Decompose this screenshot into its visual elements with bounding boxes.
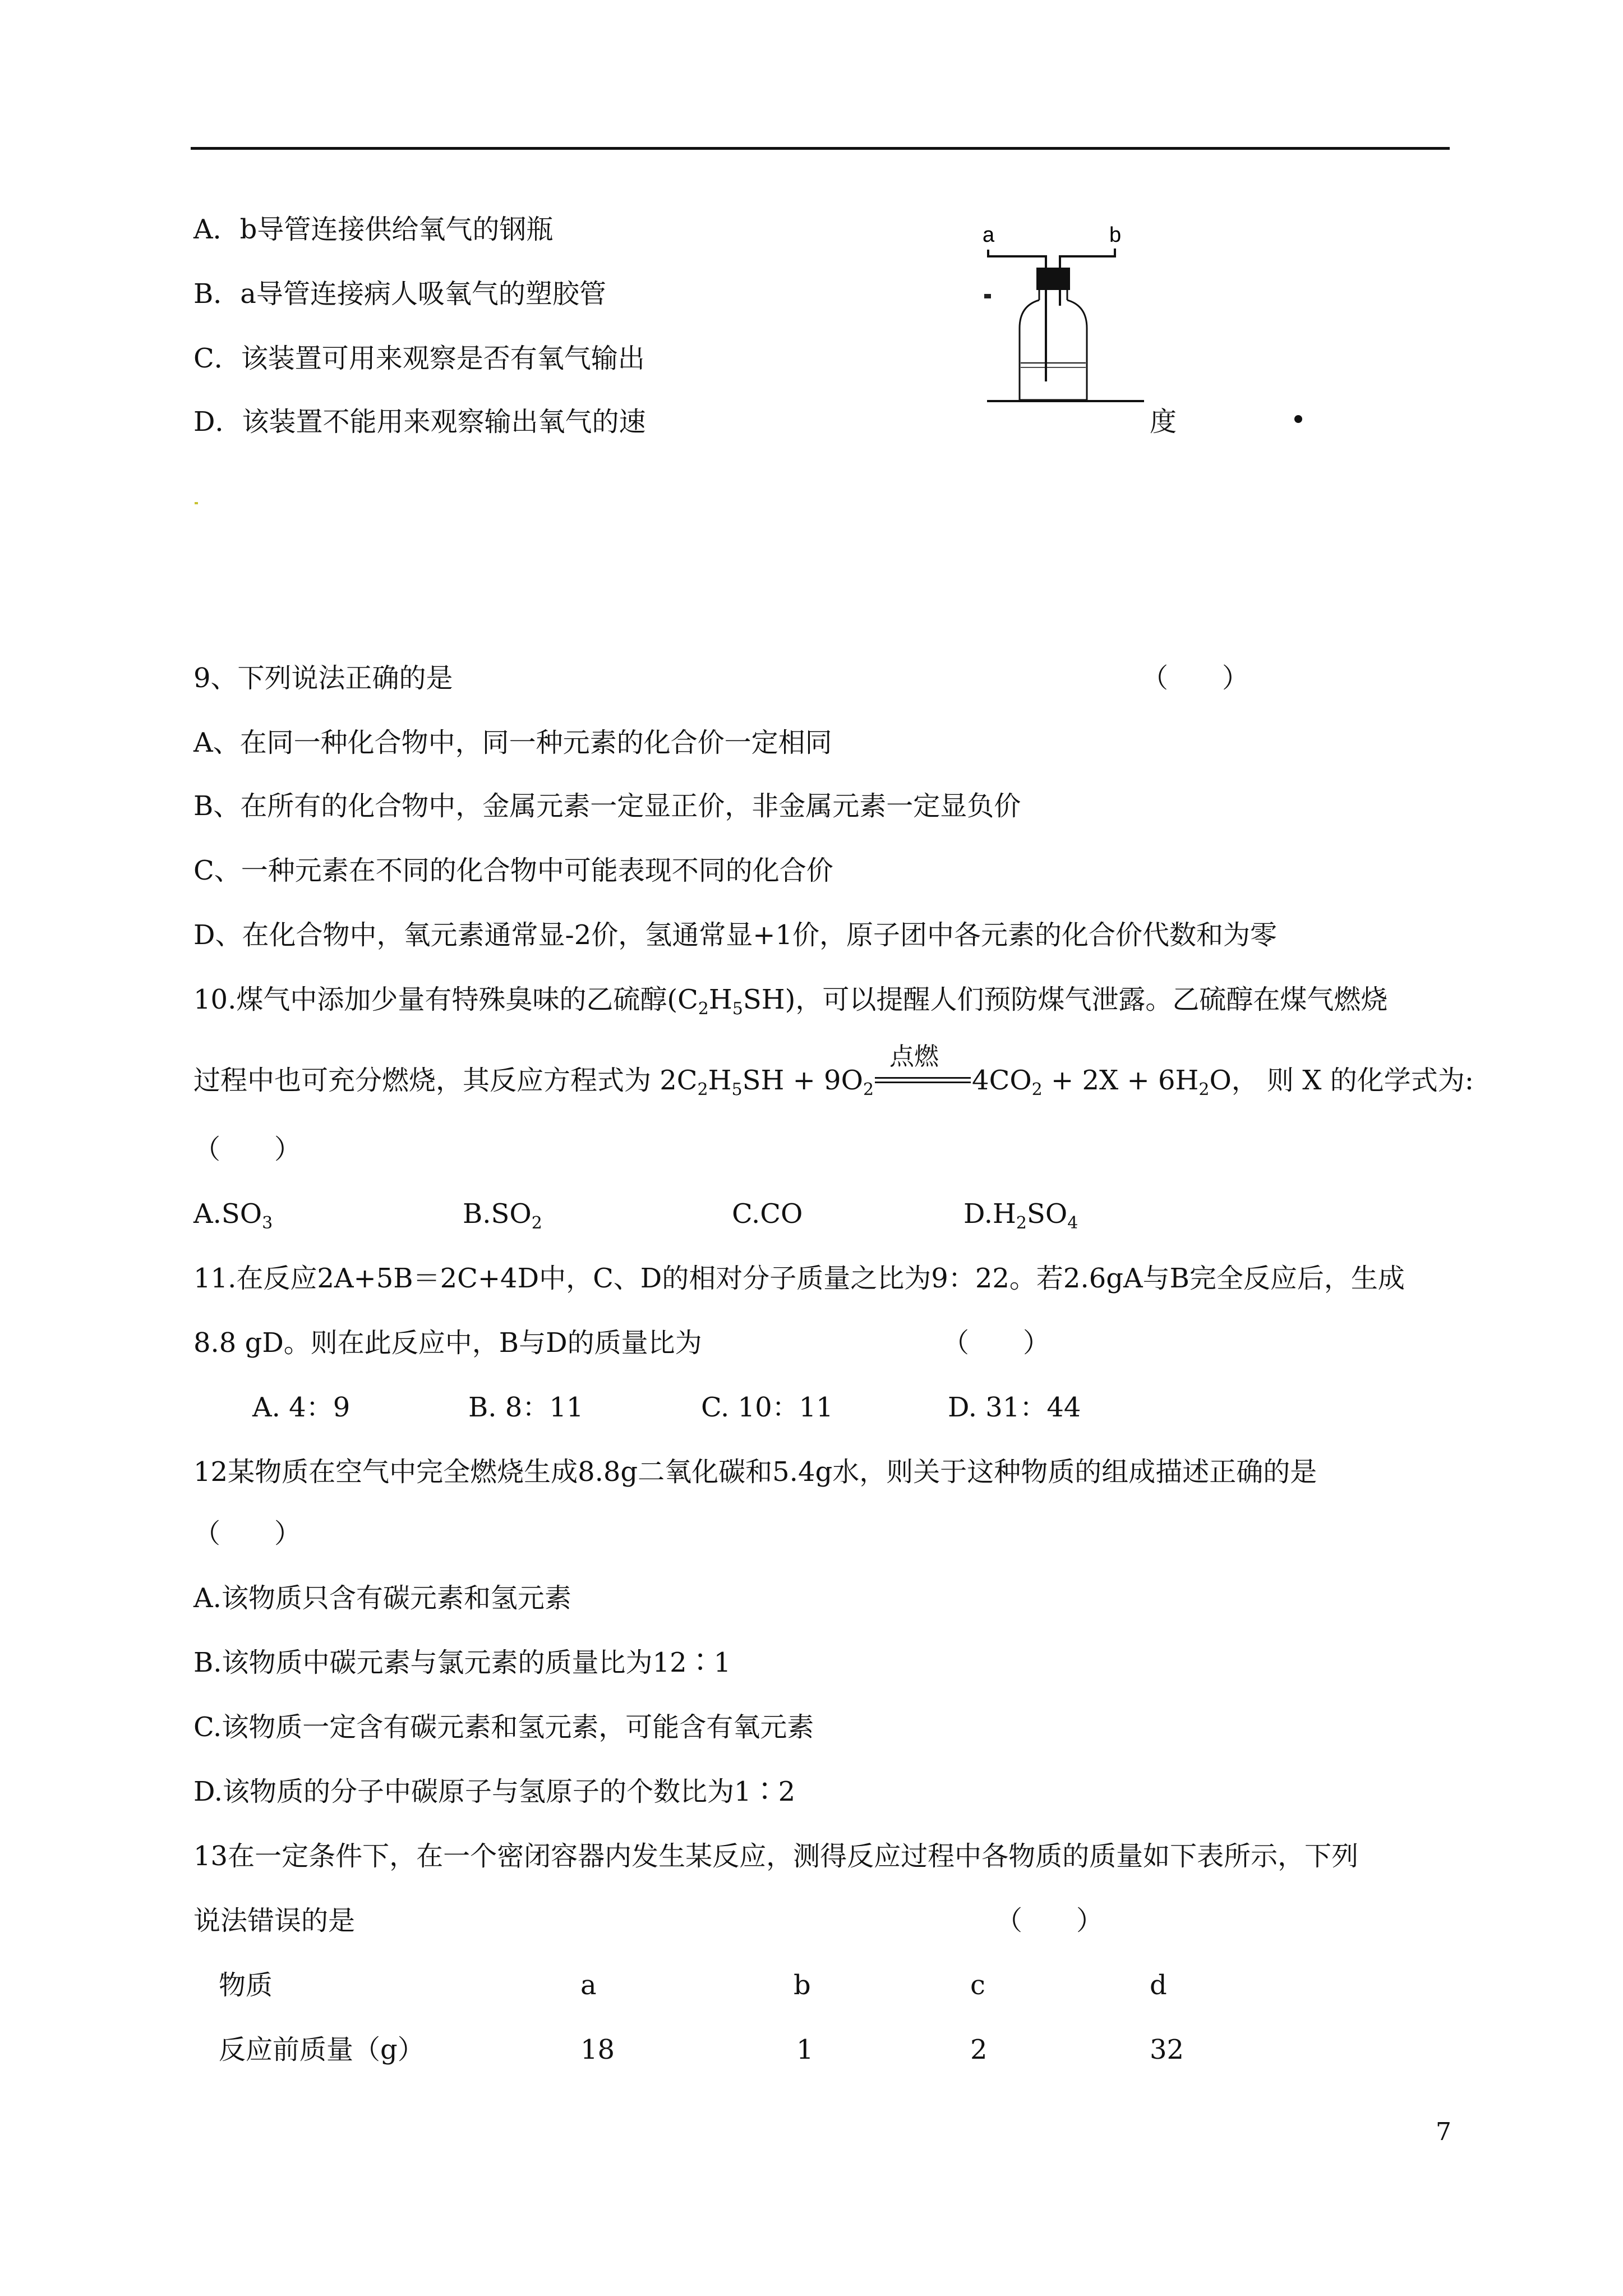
table-header-cell: d <box>1150 1970 1167 2001</box>
stray-mark-yellow <box>195 502 198 504</box>
gas-bottle-figure <box>976 222 1161 412</box>
q12-option-a: A.该物质只含有碳元素和氢元素 <box>193 1582 571 1614</box>
q12-option-b: B.该物质中碳元素与氯元素的质量比为12∶1 <box>193 1647 731 1678</box>
q9-option-b: B、在所有的化合物中，金属元素一定显正价，非金属元素一定显负价 <box>193 790 1021 822</box>
q11-option-d: D. 31：44 <box>948 1392 1081 1423</box>
q12-answer-paren: （ ） <box>193 1518 302 1549</box>
q10-option-d: $D.H_2SO_4$ <box>963 1198 1078 1233</box>
q10-option-b: $B.SO_2$ <box>463 1198 542 1233</box>
q10-line-2: 过程中也可充分燃烧，其反应方程式为 $2C_2H_5SH + 9O_2$ 点燃 $4CO_2 + 2X + 6H_2O$， 则 X 的化学式为: <box>193 1042 1474 1099</box>
q10-answer-paren: （ ） <box>193 1134 302 1165</box>
table-cell: 1 <box>796 2034 814 2065</box>
q9-option-a: A、在同一种化合物中，同一种元素的化合价一定相同 <box>193 727 832 758</box>
q13-line-1: 13在一定条件下，在一个密闭容器内发生某反应，测得反应过程中各物质的质量如下表所示，下列 <box>193 1841 1359 1872</box>
tube-label-b: b <box>1109 223 1122 247</box>
q9-option-c: C、一种元素在不同的化合物中可能表现不同的化合价 <box>193 855 833 886</box>
table-header-cell: b <box>794 1970 811 2001</box>
reaction-condition: 点燃 <box>874 1067 972 1094</box>
q10-option-a: $A.SO_3$ <box>193 1198 273 1233</box>
table-header-cell: a <box>580 1970 597 2001</box>
q11-option-c: C. 10：11 <box>701 1392 833 1423</box>
q13-answer-paren: （ ） <box>995 1905 1104 1936</box>
table-header-cell: c <box>970 1970 985 2001</box>
q11-option-a: A. 4：9 <box>252 1392 351 1423</box>
q8-option-d: D．该装置不能用来观察输出氧气的速 <box>193 406 646 438</box>
q8-option-a: A．b导管连接供给氧气的钢瓶 <box>193 214 554 245</box>
q11-line-1: 11.在反应2A+5B＝2C+4D中，C、D的相对分子质量之比为9：22。若2.6gA与B完全反应后，生成 <box>193 1263 1405 1294</box>
header-rule <box>191 147 1450 150</box>
q11-line-2: 8.8 gD。则在此反应中，B与D的质量比为 <box>193 1327 702 1359</box>
q9-option-d: D、在化合物中，氧元素通常显-2价，氢通常显+1价，原子团中各元素的化合价代数和为零 <box>193 919 1278 951</box>
q9-stem: 9、下列说法正确的是 <box>193 662 453 694</box>
q11-option-b: B. 8：11 <box>468 1392 584 1423</box>
page-number: 7 <box>1436 2118 1451 2146</box>
q12-option-c: C.该物质一定含有碳元素和氢元素，可能含有氧元素 <box>193 1711 814 1743</box>
q8-option-b: B．a导管连接病人吸氧气的塑胶管 <box>193 278 606 310</box>
table-cell: 反应前质量（g） <box>219 2034 425 2065</box>
q9-answer-paren: （ ） <box>1141 662 1249 694</box>
q11-answer-paren: （ ） <box>942 1327 1050 1359</box>
table-cell: 18 <box>580 2034 615 2065</box>
tube-label-a: a <box>983 223 995 247</box>
table-cell: 32 <box>1150 2034 1184 2065</box>
q12-stem: 12某物质在空气中完全燃烧生成8.8g二氧化碳和5.4g水，则关于这种物质的组成描述正确的是 <box>193 1456 1317 1488</box>
q8-option-c: C．该装置可用来观察是否有氧气输出 <box>193 343 645 374</box>
table-cell: 2 <box>970 2034 988 2065</box>
q13-line-2: 说法错误的是 <box>193 1905 356 1936</box>
q10-option-c: C.CO <box>732 1198 803 1230</box>
q8-option-d-tail: 度 <box>1150 406 1177 438</box>
table-header-cell: 物质 <box>219 1970 273 2001</box>
stray-dot <box>1294 415 1302 423</box>
q10-line-1: 10.煤气中添加少量有特殊臭味的乙硫醇$(C_2H_5SH)$，可以提醒人们预防煤气泄露。乙硫醇在煤气燃烧 <box>193 984 1388 1019</box>
q12-option-d: D.该物质的分子中碳原子与氢原子的个数比为1∶2 <box>193 1776 796 1807</box>
